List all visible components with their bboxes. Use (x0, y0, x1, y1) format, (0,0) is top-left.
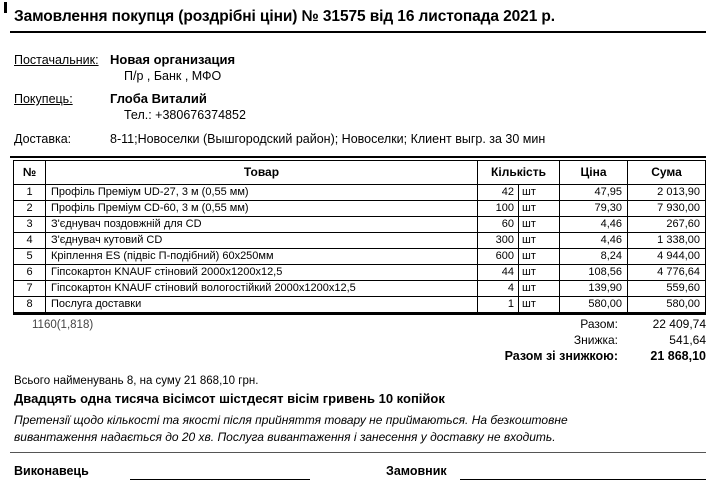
table-row (14, 185, 706, 201)
cell-sum: 4 944,00 (628, 249, 706, 265)
items-table-body (14, 185, 706, 313)
subtotal-value: 22 409,74 (652, 317, 706, 331)
cell-num: 3 (14, 217, 46, 233)
cell-num: 5 (14, 249, 46, 265)
cell-quantity: 4 (478, 281, 519, 297)
cell-product: Гіпсокартон KNAUF стіновий вологостійкий 2000х1200х12,5 (46, 281, 478, 297)
cell-product: Профіль Преміум UD-27, 3 м (0,55 мм) (46, 185, 478, 201)
cell-unit: шт (519, 249, 560, 265)
items-table-head (14, 161, 706, 185)
cell-quantity: 1 (478, 297, 519, 313)
cell-sum: 2 013,90 (628, 185, 706, 201)
buyer-label: Покупець: (14, 92, 73, 106)
items-table-wrapper (13, 160, 706, 315)
cell-num: 8 (14, 297, 46, 313)
delivery-label: Доставка: (14, 132, 72, 146)
cell-product: Кріплення ES (підвіс П-подібний) 60х250мм (46, 249, 478, 265)
cell-price: 47,95 (560, 185, 628, 201)
table-row (14, 265, 706, 281)
cell-price: 79,30 (560, 201, 628, 217)
subtotal-label: Разом: (580, 317, 618, 331)
cell-price: 580,00 (560, 297, 628, 313)
signature-row (0, 464, 716, 494)
discount-value: 541,64 (669, 333, 706, 347)
header-product: Товар (46, 161, 478, 185)
grand-total-value: 21 868,10 (650, 349, 706, 363)
delivery-row (0, 132, 716, 149)
table-row (14, 201, 706, 217)
buyer-name: Глоба Виталий (110, 91, 207, 106)
cell-num: 1 (14, 185, 46, 201)
grand-total-label: Разом зі знижкою: (504, 349, 618, 363)
cell-unit: шт (519, 281, 560, 297)
cell-quantity: 600 (478, 249, 519, 265)
header-num: № (14, 161, 46, 185)
subtotal-row (386, 316, 706, 332)
cell-price: 139,90 (560, 281, 628, 297)
cell-unit: шт (519, 233, 560, 249)
weight-volume-note: 1160(1,818) (32, 319, 94, 331)
cell-price: 4,46 (560, 217, 628, 233)
table-row (14, 281, 706, 297)
customer-label: Замовник (386, 464, 447, 478)
footer-text-block (14, 374, 706, 446)
table-row (14, 233, 706, 249)
cell-num: 6 (14, 265, 46, 281)
title-bar (0, 8, 716, 33)
table-row (14, 297, 706, 313)
cell-num: 2 (14, 201, 46, 217)
header-quantity: Кількість (478, 161, 560, 185)
title-divider (10, 31, 706, 33)
buyer-phone-row (0, 108, 716, 124)
header-price: Ціна (560, 161, 628, 185)
supplier-label: Постачальник: (14, 53, 99, 67)
discount-label: Знижка: (573, 333, 618, 347)
cell-quantity: 44 (478, 265, 519, 281)
cell-sum: 4 776,64 (628, 265, 706, 281)
parties-divider (10, 156, 706, 158)
cell-product: З'єднувач кутовий CD (46, 233, 478, 249)
cell-unit: шт (519, 265, 560, 281)
signatures-divider (10, 452, 706, 453)
discount-row (386, 332, 706, 348)
cell-num: 7 (14, 281, 46, 297)
cell-unit: шт (519, 185, 560, 201)
buyer-phone: Тел.: +380676374852 (124, 108, 246, 122)
cell-quantity: 100 (478, 201, 519, 217)
text-cursor-icon (4, 2, 7, 13)
cell-sum: 7 930,00 (628, 201, 706, 217)
items-table (13, 160, 706, 313)
cell-price: 4,46 (560, 233, 628, 249)
supplier-name: Новая организация (110, 52, 236, 67)
amount-in-words: Двадцять одна тисяча вісімсот шістдесят вісім гривень 10 копійок (14, 391, 445, 406)
cell-quantity: 42 (478, 185, 519, 201)
cell-product: Гіпсокартон KNAUF стіновий 2000х1200х12,5 (46, 265, 478, 281)
delivery-value: 8-11;Новоселки (Вышгородский район); Новоселки; Клиент выгр. за 30 мин (110, 132, 546, 146)
buyer-row (0, 91, 716, 108)
grand-total-row (386, 348, 706, 364)
supplier-row (0, 52, 716, 69)
cell-sum: 559,60 (628, 281, 706, 297)
disclaimer-text: Претензії щодо кількості та якості після прийняття товару не приймаються. На безкоштовне вивантаження надається до 20 хв. Послуга вивантаження і занесення у доставку не входить. (14, 413, 568, 444)
supplier-bank-details: П/р , Банк , МФО (124, 69, 222, 83)
customer-signature-line (460, 479, 706, 480)
cell-sum: 267,60 (628, 217, 706, 233)
table-row (14, 217, 706, 233)
cell-num: 4 (14, 233, 46, 249)
cell-price: 8,24 (560, 249, 628, 265)
signatures-block (0, 452, 716, 494)
cell-product: Профіль Преміум CD-60, 3 м (0,55 мм) (46, 201, 478, 217)
table-bottom-divider (13, 313, 706, 315)
items-summary: Всього найменувань 8, на суму 21 868,10 грн. (14, 375, 259, 387)
header-sum: Сума (628, 161, 706, 185)
cell-unit: шт (519, 201, 560, 217)
totals-block (386, 316, 706, 364)
cell-price: 108,56 (560, 265, 628, 281)
executor-signature-line (130, 479, 310, 480)
page-title: Замовлення покупця (роздрібні ціни) № 31575 від 16 листопада 2021 р. (14, 8, 556, 25)
parties-block (0, 52, 716, 158)
cell-unit: шт (519, 297, 560, 313)
cell-sum: 1 338,00 (628, 233, 706, 249)
cell-quantity: 60 (478, 217, 519, 233)
executor-label: Виконавець (14, 464, 89, 478)
cell-product: З'єднувач поздовжній для CD (46, 217, 478, 233)
table-row (14, 249, 706, 265)
supplier-details-row (0, 69, 716, 85)
cell-sum: 580,00 (628, 297, 706, 313)
cell-unit: шт (519, 217, 560, 233)
cell-product: Послуга доставки (46, 297, 478, 313)
table-header-row (14, 161, 706, 185)
cell-quantity: 300 (478, 233, 519, 249)
